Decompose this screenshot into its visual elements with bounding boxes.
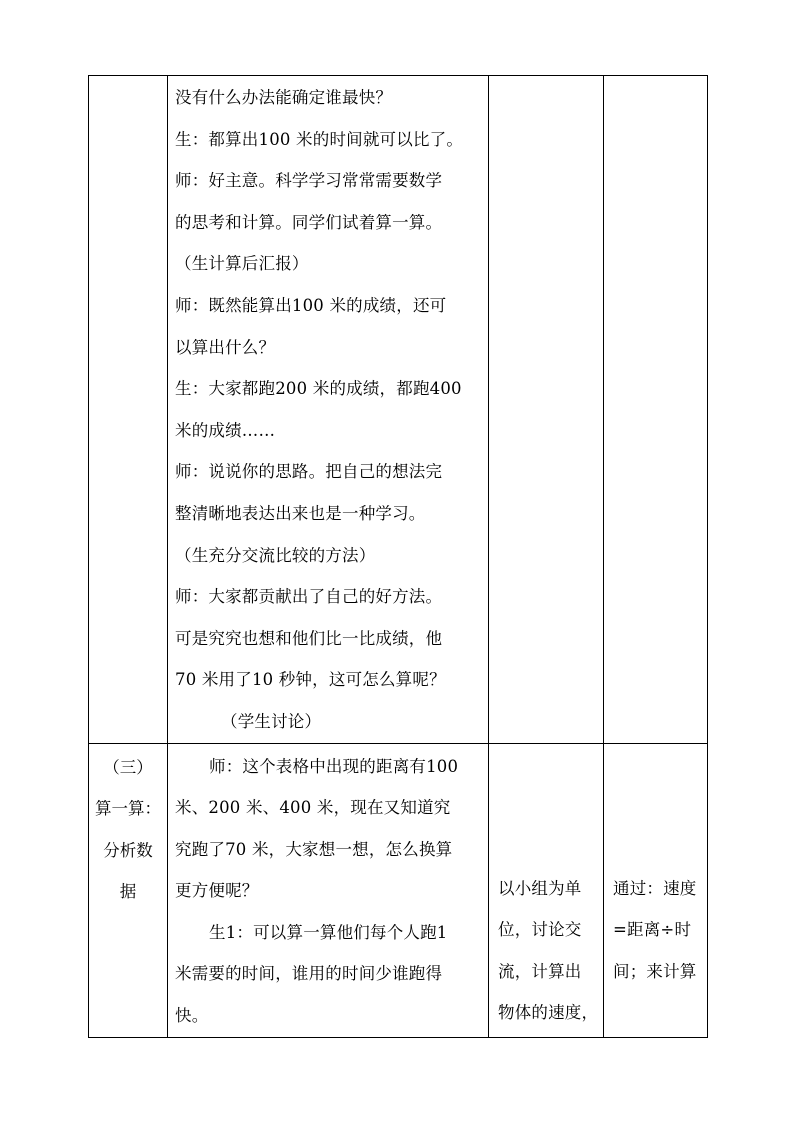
text-line: 米的成绩…… (175, 420, 276, 440)
section-cell (89, 743, 168, 1037)
text-line: 以算出什么？ (175, 337, 276, 357)
intent-cell (604, 743, 708, 1037)
text-line: 快。 (175, 1006, 209, 1026)
process-cell (168, 76, 489, 744)
text-line: 师：大家都贡献出了自己的好方法。 (175, 587, 443, 607)
section-number: （三） (103, 757, 153, 777)
text-line: 生1：可以算一算他们每个人跑1 (209, 922, 448, 942)
text-line: 可是究究也想和他们比一比成绩，他 (175, 628, 443, 648)
section-name: 算一算： (95, 799, 161, 819)
table-row (89, 743, 708, 1037)
lesson-plan-table (88, 75, 708, 1038)
text-line: 70 米用了10 秒钟，这可怎么算呢？ (175, 670, 446, 690)
section-title (89, 744, 167, 913)
text-line: 米、200 米、400 米，现在又知道究 (175, 798, 451, 818)
text-line: 位，讨论交 (498, 920, 582, 940)
process-cell (168, 743, 489, 1037)
text-line: 以小组为单 (498, 878, 582, 898)
text-line: 究跑了70 米，大家想一想，怎么换算 (175, 839, 453, 859)
text-line: =距离÷时 (613, 920, 692, 940)
text-line: 流，计算出 (498, 961, 582, 981)
text-line: 生：都算出100 米的时间就可以比了。 (175, 129, 464, 149)
text-line: 物体的速度， (498, 1003, 599, 1023)
text-line: 通过：速度 (613, 878, 697, 898)
text-line: 师：好主意。科学学习常常需要数学 (175, 171, 443, 191)
activity-cell (489, 743, 604, 1037)
intent-cell (604, 76, 708, 744)
text-line: 的思考和计算。同学们试着算一算。 (175, 212, 443, 232)
text-line: （学生讨论） (221, 711, 322, 731)
text-line: 师：说说你的思路。把自己的想法完 (175, 462, 443, 482)
text-line: （生计算后汇报） (175, 254, 309, 274)
section-name: 分析数 (103, 840, 153, 860)
text-line: 没有什么办法能确定谁最快？ (175, 88, 393, 107)
text-line: 师：既然能算出100 米的成绩，还可 (175, 295, 447, 315)
section-name: 据 (119, 882, 137, 902)
section-cell (89, 76, 168, 744)
text-line: 生：大家都跑200 米的成绩，都跑400 (175, 379, 462, 399)
text-line: 间；来计算 (613, 961, 697, 981)
text-line: 米需要的时间，谁用的时间少谁跑得 (175, 964, 443, 984)
text-line: （生充分交流比较的方法） (175, 545, 376, 565)
table-row (89, 76, 708, 744)
text-line: 整清晰地表达出来也是一种学习。 (175, 503, 426, 523)
text-line: 师：这个表格中出现的距离有100 (209, 756, 459, 776)
activity-cell (489, 76, 604, 744)
text-line: 更方便呢？ (175, 881, 259, 901)
